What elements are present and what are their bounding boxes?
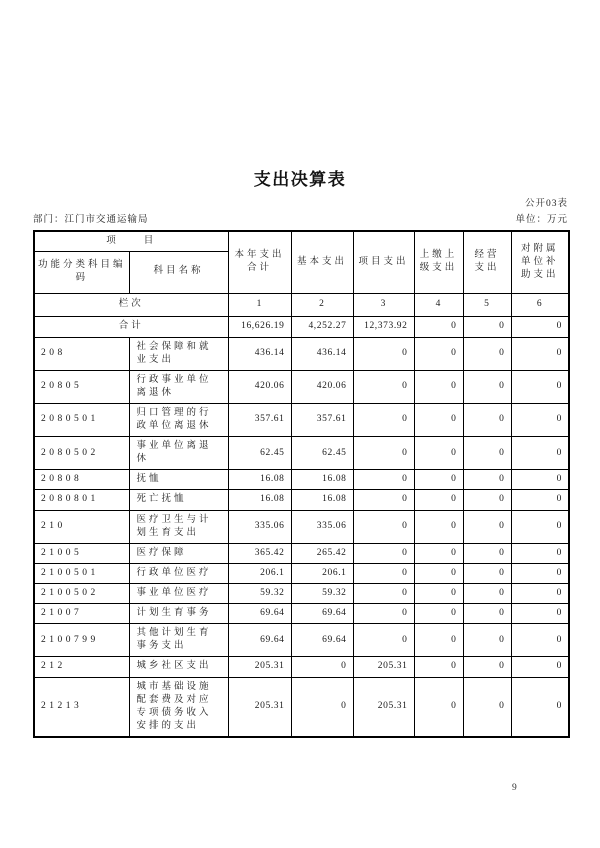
row-value: 0 [353,490,414,510]
row-value: 69.64 [291,624,353,657]
row-name: 事业单位医疗 [129,584,228,604]
row-value: 0 [511,370,569,403]
index-label: 栏次 [34,293,228,316]
header-col-project: 项目支出 [353,231,414,293]
row-value: 0 [511,584,569,604]
row-value: 0 [463,370,511,403]
row-name: 归口管理的行政单位离退休 [129,403,228,436]
row-value: 0 [414,604,463,624]
row-value: 0 [463,563,511,583]
row-value: 0 [463,437,511,470]
row-value: 0 [511,403,569,436]
row-value: 0 [511,470,569,490]
row-value: 0 [463,657,511,677]
row-value: 335.06 [291,510,353,543]
row-value: 365.42 [228,543,291,563]
header-col-total: 本年支出合计 [228,231,291,293]
row-name: 医疗卫生与计划生育支出 [129,510,228,543]
page-title: 支出决算表 [253,170,347,189]
row-value: 4,252.27 [291,316,353,337]
row-value: 59.32 [228,584,291,604]
table-row [34,624,569,657]
row-code: 2100501 [34,563,129,583]
index-1: 1 [228,293,291,316]
row-value: 0 [414,510,463,543]
row-value: 0 [511,337,569,370]
row-name: 死亡抚恤 [129,490,228,510]
table-row [34,470,569,490]
header-row-item [34,231,569,251]
row-value: 0 [463,337,511,370]
row-value: 0 [414,490,463,510]
row-value: 205.31 [353,657,414,677]
row-value: 0 [353,470,414,490]
row-value: 335.06 [228,510,291,543]
row-value: 0 [414,370,463,403]
row-value: 357.61 [228,403,291,436]
row-value: 0 [511,677,569,737]
row-value: 0 [511,624,569,657]
row-value: 0 [511,437,569,470]
row-value: 0 [463,584,511,604]
row-code: 20808 [34,470,129,490]
row-name: 社会保障和就业支出 [129,337,228,370]
row-code: 212 [34,657,129,677]
row-value: 16.08 [228,490,291,510]
row-value: 0 [414,437,463,470]
row-value: 0 [414,584,463,604]
table-row [34,337,569,370]
row-value: 357.61 [291,403,353,436]
row-name: 医疗保障 [129,543,228,563]
header-name: 科目名称 [129,251,228,293]
table-row [34,490,569,510]
meta-line [33,211,568,225]
unit-label: 单位：万元 [515,215,568,225]
header-item: 项 目 [34,231,228,251]
row-name: 城乡社区支出 [129,657,228,677]
row-value: 0 [414,677,463,737]
row-value: 0 [463,316,511,337]
row-value: 0 [511,510,569,543]
index-row [34,293,569,316]
index-5: 5 [463,293,511,316]
row-value: 12,373.92 [353,316,414,337]
row-value: 16,626.19 [228,316,291,337]
row-name: 抚恤 [129,470,228,490]
row-code: 21213 [34,677,129,737]
row-value: 0 [511,657,569,677]
row-code: 2080502 [34,437,129,470]
index-4: 4 [414,293,463,316]
index-2: 2 [291,293,353,316]
row-value: 0 [463,403,511,436]
row-value: 69.64 [228,604,291,624]
row-code: 20805 [34,370,129,403]
row-value: 62.45 [291,437,353,470]
row-value: 0 [414,543,463,563]
table-row [34,316,569,337]
table-row [34,584,569,604]
row-code: 2080801 [34,490,129,510]
row-value: 0 [414,657,463,677]
header-col-upper: 上缴上级支出 [414,231,463,293]
row-value: 205.31 [228,677,291,737]
row-code: 210 [34,510,129,543]
row-value: 206.1 [291,563,353,583]
row-value: 16.08 [228,470,291,490]
row-value: 0 [353,604,414,624]
row-total-label: 合计 [34,316,228,337]
header-code: 功能分类科目编码 [34,251,129,293]
row-value: 0 [414,337,463,370]
row-code: 2100799 [34,624,129,657]
row-name: 事业单位离退休 [129,437,228,470]
row-code: 208 [34,337,129,370]
row-value: 0 [463,543,511,563]
row-value: 59.32 [291,584,353,604]
table-body [34,316,569,737]
row-value: 0 [353,563,414,583]
table-row [34,403,569,436]
header-col-operating: 经营支出 [463,231,511,293]
row-value: 0 [353,403,414,436]
page-number: 9 [512,783,517,793]
table-row [34,677,569,737]
row-value: 0 [414,403,463,436]
row-value: 0 [414,316,463,337]
row-value: 0 [414,470,463,490]
table-code-label: 公开03表 [524,199,568,209]
row-value: 0 [353,370,414,403]
table-row [34,370,569,403]
header-col-subsidy: 对附属单位补助支出 [511,231,569,293]
row-value: 0 [291,657,353,677]
row-code: 21007 [34,604,129,624]
table-row [34,543,569,563]
index-6: 6 [511,293,569,316]
table-row [34,563,569,583]
row-name: 城市基础设施配套费及对应专项债务收入安排的支出 [129,677,228,737]
row-value: 420.06 [228,370,291,403]
index-3: 3 [353,293,414,316]
row-value: 0 [511,543,569,563]
row-value: 16.08 [291,490,353,510]
row-name: 行政事业单位离退休 [129,370,228,403]
row-value: 69.64 [228,624,291,657]
row-name: 其他计划生育事务支出 [129,624,228,657]
row-value: 0 [414,563,463,583]
department-label: 部门：江门市交通运输局 [33,215,149,225]
row-code: 21005 [34,543,129,563]
table-row [34,657,569,677]
row-value: 0 [511,490,569,510]
row-value: 436.14 [228,337,291,370]
row-value: 0 [463,604,511,624]
row-value: 0 [353,337,414,370]
row-value: 420.06 [291,370,353,403]
row-value: 265.42 [291,543,353,563]
row-value: 0 [463,470,511,490]
row-value: 0 [291,677,353,737]
row-value: 206.1 [228,563,291,583]
row-value: 0 [511,563,569,583]
table-row [34,510,569,543]
row-value: 0 [414,624,463,657]
row-name: 计划生育事务 [129,604,228,624]
row-value: 205.31 [353,677,414,737]
row-value: 0 [353,510,414,543]
expenditure-table [33,230,570,738]
row-value: 0 [463,490,511,510]
row-name: 行政单位医疗 [129,563,228,583]
row-value: 0 [353,624,414,657]
row-value: 0 [463,677,511,737]
table-row [34,604,569,624]
row-value: 205.31 [228,657,291,677]
row-value: 0 [511,316,569,337]
row-code: 2100502 [34,584,129,604]
header-col-basic: 基本支出 [291,231,353,293]
row-value: 62.45 [228,437,291,470]
row-value: 436.14 [291,337,353,370]
row-value: 0 [353,437,414,470]
row-value: 0 [463,510,511,543]
row-value: 0 [353,543,414,563]
row-value: 16.08 [291,470,353,490]
row-value: 0 [463,624,511,657]
row-value: 0 [353,584,414,604]
row-value: 0 [511,604,569,624]
row-code: 2080501 [34,403,129,436]
row-value: 69.64 [291,604,353,624]
table-row [34,437,569,470]
